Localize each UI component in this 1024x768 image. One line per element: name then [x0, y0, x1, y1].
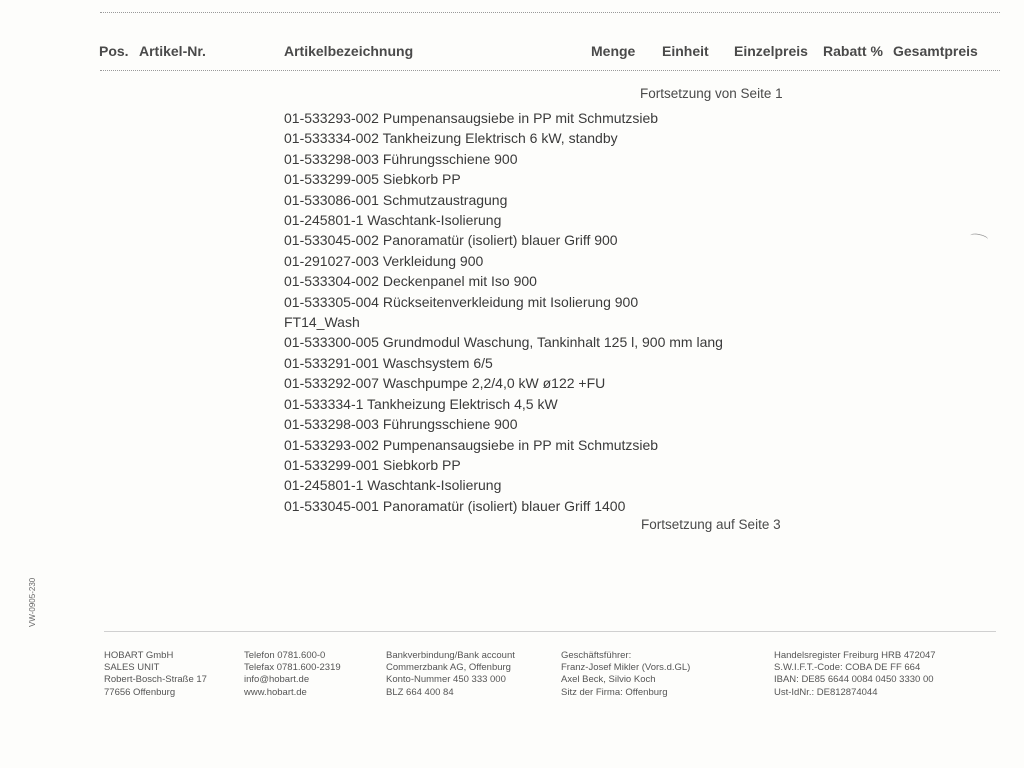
footer-line: Franz-Josef Mikler (Vors.d.GL): [561, 662, 691, 674]
list-item: 01-291027-003 Verkleidung 900: [284, 252, 484, 269]
footer-line: Commerzbank AG, Offenburg: [386, 662, 511, 674]
continued-on-note: Fortsetzung auf Seite 3: [641, 517, 781, 532]
footer-line: Sitz der Firma: Offenburg: [561, 686, 668, 698]
footer-line: Axel Beck, Silvio Koch: [561, 674, 656, 686]
list-item: 01-533086-001 Schmutzaustragung: [284, 191, 508, 208]
list-item: 01-533334-1 Tankheizung Elektrisch 4,5 kW: [284, 395, 558, 412]
list-item: 01-533045-001 Panoramatür (isoliert) blauer Griff 1400: [284, 497, 626, 514]
footer-line: Handelsregister Freiburg HRB 472047: [774, 650, 936, 661]
footer-bank: [386, 650, 515, 699]
footer-contact: [244, 650, 341, 699]
header-artikelbezeichnung: Artikelbezeichnung: [284, 43, 414, 59]
header-divider: [100, 70, 1000, 71]
footer-line: 77656 Offenburg: [104, 686, 176, 698]
header-einheit: Einheit: [662, 43, 709, 59]
footer-line: S.W.I.F.T.-Code: COBA DE FF 664: [774, 662, 921, 674]
header-menge: Menge: [591, 43, 636, 59]
footer-register: [774, 650, 936, 699]
footer-line: HOBART GmbH: [104, 650, 174, 661]
list-item: 01-533292-007 Waschpumpe 2,2/4,0 kW ø122 +FU: [284, 375, 606, 392]
header-rabatt: Rabatt %: [823, 43, 883, 59]
footer-management: [561, 650, 690, 699]
list-item: 01-533045-002 Panoramatür (isoliert) blauer Griff 900: [284, 232, 618, 249]
list-item: 01-533293-002 Pumpenansaugsiebe in PP mit Schmutzsieb: [284, 436, 659, 453]
list-item: 01-533334-002 Tankheizung Elektrisch 6 kW, standby: [284, 130, 618, 147]
scan-mark: [969, 232, 988, 243]
list-item: 01-533299-001 Siebkorb PP: [284, 456, 461, 473]
header-artikel-nr: Artikel-Nr.: [139, 43, 206, 59]
side-reference-code: VW-0905-230: [28, 577, 37, 627]
footer-line: Telefax 0781.600-2319: [244, 662, 341, 674]
footer-company: [104, 650, 207, 699]
footer-line: Geschäftsführer:: [561, 650, 632, 661]
header-gesamtpreis: Gesamtpreis: [893, 43, 978, 59]
list-item: 01-533305-004 Rückseitenverkleidung mit Isolierung 900: [284, 293, 639, 310]
footer-divider: [104, 631, 996, 632]
footer-line: Bankverbindung/Bank account: [386, 650, 515, 661]
footer-line: SALES UNIT: [104, 662, 160, 674]
footer-line: IBAN: DE85 6644 0084 0450 3330 00: [774, 674, 934, 686]
item-list: [284, 108, 723, 516]
footer-line: Telefon 0781.600-0: [244, 650, 326, 661]
list-item: 01-533291-001 Waschsystem 6/5: [284, 354, 493, 371]
list-item: 01-245801-1 Waschtank-Isolierung: [284, 477, 502, 494]
footer-email: info@hobart.de: [244, 674, 310, 686]
footer-line: Ust-IdNr.: DE812874044: [774, 686, 878, 698]
footer-line: Robert-Bosch-Straße 17: [104, 674, 207, 686]
header-pos: Pos.: [99, 43, 129, 59]
list-item: 01-533293-002 Pumpenansaugsiebe in PP mit Schmutzsieb: [284, 110, 659, 126]
list-item: 01-245801-1 Waschtank-Isolierung: [284, 212, 502, 229]
footer-website: www.hobart.de: [244, 686, 307, 698]
list-item: FT14_Wash: [284, 314, 360, 331]
list-item: 01-533304-002 Deckenpanel mit Iso 900: [284, 273, 537, 290]
list-item: 01-533300-005 Grundmodul Waschung, Tankinhalt 125 l, 900 mm lang: [284, 334, 723, 351]
top-divider: [100, 12, 1000, 13]
footer-line: BLZ 664 400 84: [386, 686, 454, 698]
list-item: 01-533298-003 Führungsschiene 900: [284, 416, 518, 433]
footer-line: Konto-Nummer 450 333 000: [386, 674, 506, 686]
header-einzelpreis: Einzelpreis: [734, 43, 808, 59]
list-item: 01-533298-003 Führungsschiene 900: [284, 150, 518, 167]
continued-from-note: Fortsetzung von Seite 1: [640, 86, 783, 101]
list-item: 01-533299-005 Siebkorb PP: [284, 171, 461, 188]
